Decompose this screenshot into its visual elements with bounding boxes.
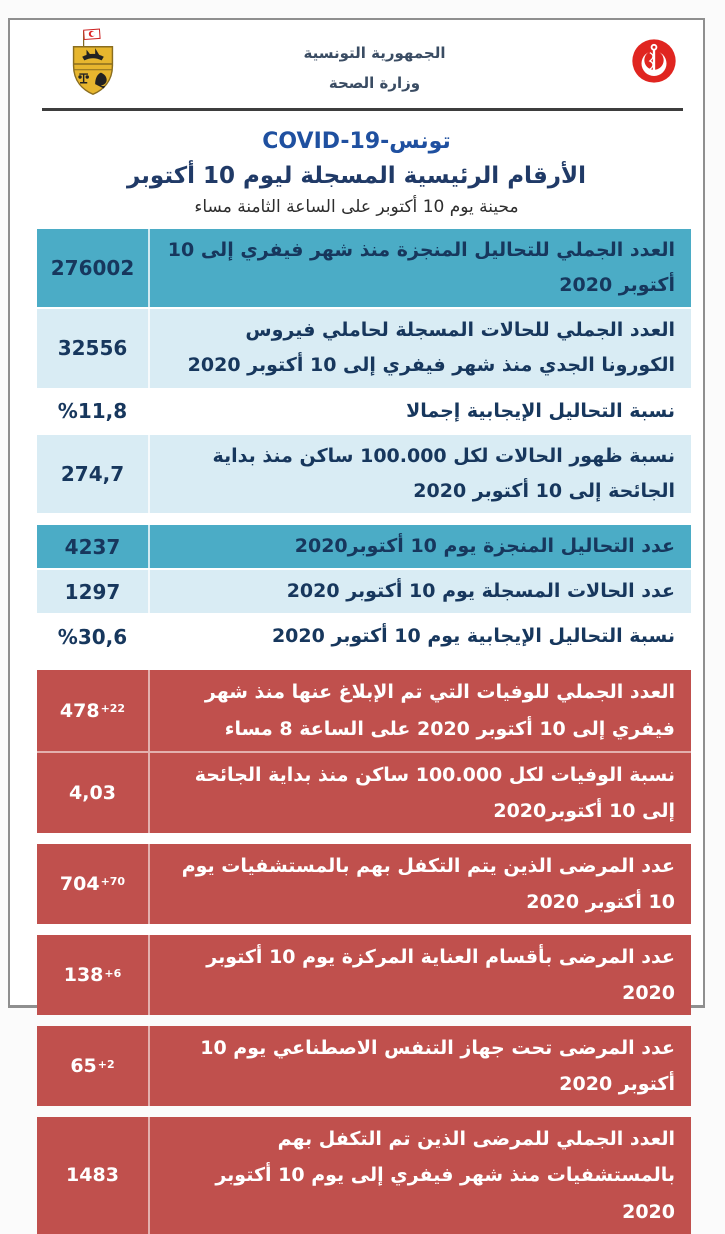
delta-badge: +70 [100,875,126,889]
table-row [37,935,691,1015]
title-block [10,129,703,217]
stat-label: نسبة التحاليل الإيجابية إجمالا [406,399,675,422]
stat-number: 478 [59,699,100,722]
table-row [37,1026,691,1106]
table-row [37,844,691,924]
stat-value: 276002 [37,229,150,307]
stat-label: نسبة التحاليل الإيجابية يوم 10 أكتوبر 2020 [271,625,675,648]
table-row [37,388,691,433]
deaths-stats-block [37,670,691,832]
stat-value [37,1026,150,1106]
stat-number: 704 [59,872,100,895]
stat-value: 4237 [37,525,150,568]
ministry-header-text [120,28,629,92]
ministry-health-logo-icon [629,36,679,86]
stat-value: 4,03 [37,753,150,833]
stat-value: 1483 [37,1117,150,1233]
icu-stats-block [37,935,691,1015]
table-row [37,525,691,568]
page-title: الأرقام الرئيسية المسجلة ليوم 10 أكتوبر [126,163,587,189]
table-row [37,751,691,833]
stat-label: العدد الجملي للحالات المسجلة لحاملي فيروس الكورونا الجدي منذ شهر فيفري إلى 10 أكتوبر 2020 [187,319,675,377]
stat-label: نسبة ظهور الحالات لكل 100.000 ساكن منذ بداية الجائحة إلى 10 أكتوبر 2020 [212,444,675,502]
stat-number: 138 [63,964,104,987]
table-row [37,1117,691,1233]
table-row [37,670,691,750]
update-subtitle: محينة يوم 10 أكتوبر على الساعة الثامنة مساء [194,197,519,217]
daily-stats-table [37,525,691,658]
delta-badge: +6 [104,966,122,980]
hospitalized-stats-block [37,844,691,924]
stat-value [37,935,150,1015]
ventilator-stats-block [37,1026,691,1106]
table-row [37,613,691,658]
ministry-name: وزارة الصحة [328,74,421,92]
stat-value: 274,7 [37,435,150,513]
stat-label: العدد الجملي للمرضى الذين تم التكفل بهم بالمستشفيات منذ شهر فيفري إلى يوم 10 أكتوبر 2020 [215,1128,675,1223]
document-header [10,20,703,100]
delta-badge: +22 [100,702,126,715]
stat-value [37,670,150,750]
covid-title: COVID-19-تونس [262,129,451,154]
stat-label: عدد المرضى بأقسام العناية المركزة يوم 10 أكتوبر 2020 [206,945,675,1005]
table-row [37,229,691,307]
stat-value: %11,8 [37,390,150,433]
stat-label: نسبة الوفيات لكل 100.000 ساكن منذ بداية الجائحة إلى 10 أكتوبر2020 [194,763,675,822]
table-row [37,307,691,387]
delta-badge: +2 [97,1057,115,1071]
stat-label: العدد الجملي للتحاليل المنجزة منذ شهر فيفري إلى 10 أكتوبر 2020 [167,239,675,297]
country-name: الجمهورية التونسية [303,44,446,62]
stat-value [37,844,150,924]
total-hospitalized-stats-block [37,1117,691,1233]
document-page [8,18,705,1223]
stat-label: العدد الجملي للوفيات التي تم الإبلاغ عنها منذ شهر فيفري إلى 10 أكتوبر 2020 على الساعة 8 مساء [204,681,675,740]
stat-label: عدد التحاليل المنجزة يوم 10 أكتوبر2020 [294,534,675,557]
stat-label: عدد المرضى الذين يتم التكفل بهم بالمستشفيات يوم 10 أكتوبر 2020 [181,854,675,913]
table-row [37,433,691,513]
stat-label: عدد الحالات المسجلة يوم 10 أكتوبر 2020 [286,580,675,603]
tunisia-coat-of-arms-icon [66,28,120,100]
table-row [37,568,691,613]
stat-value: 32556 [37,309,150,387]
stat-value: %30,6 [37,615,150,658]
stat-number: 65 [70,1055,97,1078]
header-divider [42,108,683,111]
cumulative-stats-table [37,229,691,513]
stat-label: عدد المرضى تحت جهاز التنفس الاصطناعي يوم 10 أكتوبر 2020 [200,1037,675,1096]
stat-value: 1297 [37,570,150,613]
